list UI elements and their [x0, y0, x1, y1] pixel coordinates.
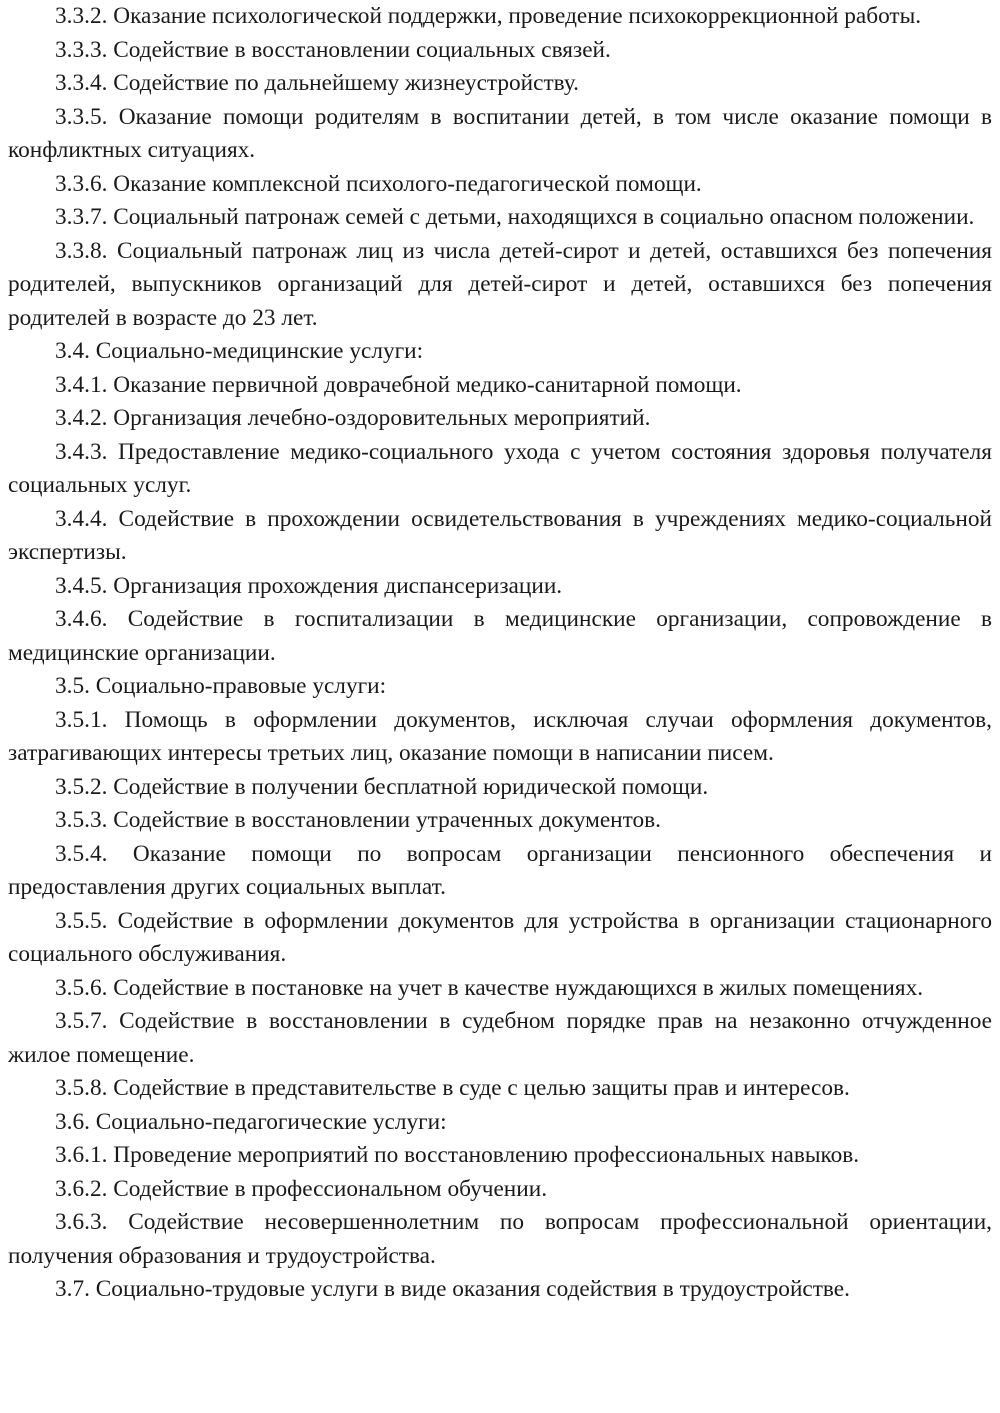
- paragraph-3-3-8: 3.3.8. Социальный патронаж лиц из числа детей-сирот и детей, оставшихся без попечения родителей, выпускников организаций для детей-сирот и детей, оставшихся без попечения родителей в возрасте до 23 лет.: [8, 237, 992, 331]
- paragraph-3-4-4: 3.4.4. Содействие в прохождении освидетельствования в учреждениях медико-социальной экспертизы.: [8, 505, 992, 565]
- document-page: [8, 0, 992, 1307]
- paragraph-3-3-2: 3.3.2. Оказание психологической поддержки, проведение психокоррекционной работы.: [55, 3, 922, 29]
- paragraph-3-5-1: 3.5.1. Помощь в оформлении документов, исключая случаи оформления документов, затрагивающих интересы третьих лиц, оказание помощи в написании писем.: [8, 706, 992, 766]
- paragraph-3-6-3: 3.6.3. Содействие несовершеннолетним по вопросам профессиональной ориентации, получения образования и трудоустройства.: [8, 1209, 992, 1269]
- paragraph-3-3-4: 3.3.4. Содействие по дальнейшему жизнеустройству.: [55, 70, 580, 96]
- paragraph-3-4-1: 3.4.1. Оказание первичной доврачебной медико-санитарной помощи.: [55, 371, 742, 398]
- paragraph-3-5-7: 3.5.7. Содействие в восстановлении в судебном порядке прав на незаконно отчужденное жилое помещение.: [8, 1008, 992, 1068]
- paragraph-3-5-8: 3.5.8. Содействие в представительстве в суде с целью защиты прав и интересов.: [55, 1075, 850, 1101]
- paragraph-3-5-6: 3.5.6. Содействие в постановке на учет в качестве нуждающихся в жилых помещениях.: [55, 974, 924, 1001]
- paragraph-3-3-7: 3.3.7. Социальный патронаж семей с детьми, находящихся в социально опасном положении.: [55, 204, 975, 230]
- section-heading-3-5: 3.5. Социально-правовые услуги:: [55, 673, 387, 699]
- section-heading-3-7: 3.7. Социально-трудовые услуги в виде оказания содействия в трудоустройстве.: [55, 1276, 850, 1302]
- section-heading-3-4: 3.4. Социально-медицинские услуги:: [55, 338, 424, 364]
- paragraph-3-4-3: 3.4.3. Предоставление медико-социального ухода с учетом состояния здоровья получателя социальных услуг.: [8, 438, 992, 498]
- paragraph-3-6-1: 3.6.1. Проведение мероприятий по восстановлению профессиональных навыков.: [55, 1142, 860, 1168]
- paragraph-3-5-2: 3.5.2. Содействие в получении бесплатной юридической помощи.: [55, 773, 709, 800]
- paragraph-3-3-5: 3.3.5. Оказание помощи родителям в воспитании детей, в том числе оказание помощи в конфликтных ситуациях.: [8, 103, 992, 163]
- paragraph-3-5-3: 3.5.3. Содействие в восстановлении утраченных документов.: [55, 807, 661, 833]
- paragraph-3-3-3: 3.3.3. Содействие в восстановлении социальных связей.: [55, 36, 611, 63]
- paragraph-3-5-4: 3.5.4. Оказание помощи по вопросам организации пенсионного обеспечения и предоставления других социальных выплат.: [8, 840, 992, 900]
- section-heading-3-6: 3.6. Социально-педагогические услуги:: [55, 1108, 447, 1135]
- paragraph-3-4-5: 3.4.5. Организация прохождения диспансеризации.: [55, 572, 563, 599]
- paragraph-3-4-2: 3.4.2. Организация лечебно-оздоровительных мероприятий.: [55, 405, 651, 431]
- paragraph-3-5-5: 3.5.5. Содействие в оформлении документов для устройства в организации стационарного социального обслуживания.: [8, 907, 992, 967]
- paragraph-3-6-2: 3.6.2. Содействие в профессиональном обучении.: [55, 1175, 548, 1202]
- paragraph-3-3-6: 3.3.6. Оказание комплексной психолого-педагогической помощи.: [55, 170, 702, 197]
- paragraph-3-4-6: 3.4.6. Содействие в госпитализации в медицинские организации, сопровождение в медицинские организации.: [8, 606, 992, 666]
